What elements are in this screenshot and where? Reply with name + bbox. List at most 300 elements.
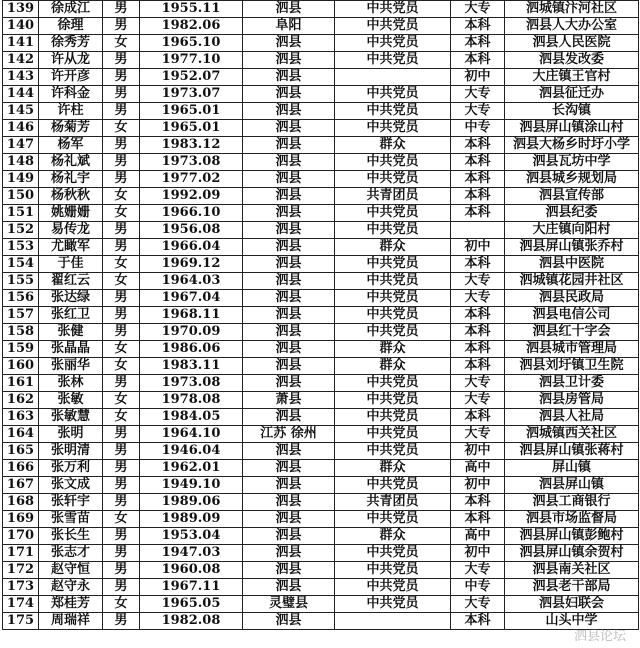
work-unit-cell: 屏山镇 xyxy=(505,460,639,477)
political-status-cell: 中共党员 xyxy=(335,171,451,188)
table-row xyxy=(3,273,639,290)
political-status-cell: 中共党员 xyxy=(335,256,451,273)
work-unit-cell: 大庄镇王官村 xyxy=(505,69,639,86)
birth-date-cell: 1962.01 xyxy=(140,460,243,477)
birth-date-cell: 1989.09 xyxy=(140,511,243,528)
member-name-cell: 张长生 xyxy=(39,528,103,545)
political-status-cell: 中共党员 xyxy=(335,154,451,171)
education-cell: 本科 xyxy=(451,137,505,154)
birthplace-cell: 泗县 xyxy=(243,545,335,562)
birth-date-cell: 1964.03 xyxy=(140,273,243,290)
political-status-cell: 群众 xyxy=(335,341,451,358)
gender-cell: 男 xyxy=(103,375,140,392)
gender-cell: 男 xyxy=(103,290,140,307)
row-number-cell: 152 xyxy=(3,222,39,239)
table-row xyxy=(3,256,639,273)
birthplace-cell: 泗县 xyxy=(243,409,335,426)
work-unit-cell: 大庄镇向阳村 xyxy=(505,222,639,239)
political-status-cell: 中共党员 xyxy=(335,205,451,222)
document-page xyxy=(2,0,638,648)
birth-date-cell: 1966.04 xyxy=(140,239,243,256)
work-unit-cell: 泗县屏山镇涂山村 xyxy=(505,120,639,137)
work-unit-cell: 泗县中医院 xyxy=(505,256,639,273)
political-status-cell: 中共党员 xyxy=(335,35,451,52)
gender-cell: 女 xyxy=(103,188,140,205)
member-name-cell: 杨礼斌 xyxy=(39,154,103,171)
gender-cell: 男 xyxy=(103,52,140,69)
table-row xyxy=(3,188,639,205)
birth-date-cell: 1982.06 xyxy=(140,18,243,35)
work-unit-cell: 泗县瓦坊中学 xyxy=(505,154,639,171)
political-status-cell: 中共党员 xyxy=(335,579,451,596)
political-status-cell: 中共党员 xyxy=(335,222,451,239)
education-cell: 本科 xyxy=(451,154,505,171)
row-number-cell: 153 xyxy=(3,239,39,256)
table-row xyxy=(3,290,639,307)
education-cell: 大专 xyxy=(451,290,505,307)
work-unit-cell: 泗县民政局 xyxy=(505,290,639,307)
row-number-cell: 169 xyxy=(3,511,39,528)
gender-cell: 女 xyxy=(103,358,140,375)
political-status-cell: 中共党员 xyxy=(335,273,451,290)
table-row xyxy=(3,35,639,52)
birth-date-cell: 1949.10 xyxy=(140,477,243,494)
work-unit-cell: 泗县老干部局 xyxy=(505,579,639,596)
work-unit-cell: 泗县红十字会 xyxy=(505,324,639,341)
gender-cell: 男 xyxy=(103,545,140,562)
education-cell: 本科 xyxy=(451,205,505,222)
education-cell: 本科 xyxy=(451,188,505,205)
table-row xyxy=(3,460,639,477)
birthplace-cell: 泗县 xyxy=(243,562,335,579)
row-number-cell: 141 xyxy=(3,35,39,52)
row-number-cell: 140 xyxy=(3,18,39,35)
table-row xyxy=(3,494,639,511)
member-name-cell: 张达绿 xyxy=(39,290,103,307)
birthplace-cell: 泗县 xyxy=(243,120,335,137)
education-cell xyxy=(451,222,505,239)
political-status-cell: 中共党员 xyxy=(335,545,451,562)
birth-date-cell: 1965.05 xyxy=(140,596,243,613)
birthplace-cell: 泗县 xyxy=(243,52,335,69)
education-cell: 本科 xyxy=(451,613,505,630)
row-number-cell: 149 xyxy=(3,171,39,188)
table-row xyxy=(3,511,639,528)
member-name-cell: 张文成 xyxy=(39,477,103,494)
table-row xyxy=(3,137,639,154)
political-status-cell: 群众 xyxy=(335,137,451,154)
political-status-cell: 中共党员 xyxy=(335,375,451,392)
gender-cell: 男 xyxy=(103,307,140,324)
gender-cell: 女 xyxy=(103,511,140,528)
work-unit-cell: 泗县屏山镇彭鲍村 xyxy=(505,528,639,545)
watermark-text: 泗县论坛 xyxy=(573,629,626,644)
table-row xyxy=(3,324,639,341)
education-cell: 高中 xyxy=(451,460,505,477)
gender-cell: 女 xyxy=(103,35,140,52)
gender-cell: 男 xyxy=(103,239,140,256)
gender-cell: 女 xyxy=(103,596,140,613)
work-unit-cell: 泗县人民医院 xyxy=(505,35,639,52)
member-name-cell: 张轩宇 xyxy=(39,494,103,511)
work-unit-cell: 泗县纪委 xyxy=(505,205,639,222)
birth-date-cell: 1965.01 xyxy=(140,120,243,137)
row-number-cell: 157 xyxy=(3,307,39,324)
member-name-cell: 张明 xyxy=(39,426,103,443)
member-name-cell: 张红卫 xyxy=(39,307,103,324)
table-row xyxy=(3,18,639,35)
work-unit-cell: 泗城镇汴河社区 xyxy=(505,1,639,18)
birthplace-cell: 泗县 xyxy=(243,494,335,511)
row-number-cell: 174 xyxy=(3,596,39,613)
birthplace-cell: 泗县 xyxy=(243,188,335,205)
education-cell: 大专 xyxy=(451,392,505,409)
political-status-cell: 中共党员 xyxy=(335,52,451,69)
birthplace-cell: 泗县 xyxy=(243,443,335,460)
political-status-cell: 中共党员 xyxy=(335,18,451,35)
birth-date-cell: 1966.10 xyxy=(140,205,243,222)
table-row xyxy=(3,171,639,188)
birth-date-cell: 1986.06 xyxy=(140,341,243,358)
political-status-cell: 中共党员 xyxy=(335,307,451,324)
political-status-cell: 中共党员 xyxy=(335,1,451,18)
birth-date-cell: 1973.08 xyxy=(140,154,243,171)
work-unit-cell: 泗县房管局 xyxy=(505,392,639,409)
member-name-cell: 尤瞰军 xyxy=(39,239,103,256)
birthplace-cell: 江苏 徐州 xyxy=(243,426,335,443)
gender-cell: 男 xyxy=(103,494,140,511)
birth-date-cell: 1984.05 xyxy=(140,409,243,426)
gender-cell: 女 xyxy=(103,409,140,426)
birth-date-cell: 1977.10 xyxy=(140,52,243,69)
member-name-cell: 易传龙 xyxy=(39,222,103,239)
table-row xyxy=(3,562,639,579)
work-unit-cell: 泗城镇花园井社区 xyxy=(505,273,639,290)
work-unit-cell: 泗县市场监督局 xyxy=(505,511,639,528)
table-row xyxy=(3,307,639,324)
education-cell: 本科 xyxy=(451,307,505,324)
table-row xyxy=(3,409,639,426)
gender-cell: 男 xyxy=(103,18,140,35)
work-unit-cell: 泗县大杨乡时圩小学 xyxy=(505,137,639,154)
work-unit-cell: 泗县城市管理局 xyxy=(505,341,639,358)
work-unit-cell: 山头中学 xyxy=(505,613,639,630)
education-cell: 本科 xyxy=(451,324,505,341)
education-cell: 本科 xyxy=(451,409,505,426)
table-row xyxy=(3,375,639,392)
member-name-cell: 张万利 xyxy=(39,460,103,477)
education-cell: 初中 xyxy=(451,545,505,562)
work-unit-cell: 泗县屏山镇张乔村 xyxy=(505,239,639,256)
member-name-cell: 许柱 xyxy=(39,103,103,120)
row-number-cell: 148 xyxy=(3,154,39,171)
table-row xyxy=(3,154,639,171)
table-row xyxy=(3,341,639,358)
education-cell: 大专 xyxy=(451,103,505,120)
row-number-cell: 170 xyxy=(3,528,39,545)
gender-cell: 女 xyxy=(103,205,140,222)
table-row xyxy=(3,545,639,562)
table-row xyxy=(3,613,639,630)
row-number-cell: 142 xyxy=(3,52,39,69)
political-status-cell: 中共党员 xyxy=(335,511,451,528)
table-row xyxy=(3,239,639,256)
gender-cell: 男 xyxy=(103,613,140,630)
member-name-cell: 周瑞祥 xyxy=(39,613,103,630)
political-status-cell: 中共党员 xyxy=(335,86,451,103)
gender-cell: 男 xyxy=(103,562,140,579)
table-row xyxy=(3,528,639,545)
work-unit-cell: 泗县妇联会 xyxy=(505,596,639,613)
row-number-cell: 175 xyxy=(3,613,39,630)
member-name-cell: 张雪苗 xyxy=(39,511,103,528)
birthplace-cell: 泗县 xyxy=(243,239,335,256)
gender-cell: 男 xyxy=(103,222,140,239)
work-unit-cell: 泗县屏山镇 xyxy=(505,477,639,494)
political-status-cell: 群众 xyxy=(335,460,451,477)
work-unit-cell: 泗县人大办公室 xyxy=(505,18,639,35)
table-row xyxy=(3,579,639,596)
table-row xyxy=(3,477,639,494)
birth-date-cell: 1960.08 xyxy=(140,562,243,579)
birth-date-cell: 1977.02 xyxy=(140,171,243,188)
birth-date-cell: 1965.01 xyxy=(140,103,243,120)
birth-date-cell: 1952.07 xyxy=(140,69,243,86)
education-cell: 大专 xyxy=(451,596,505,613)
education-cell: 大专 xyxy=(451,375,505,392)
birth-date-cell: 1983.12 xyxy=(140,137,243,154)
education-cell: 中专 xyxy=(451,120,505,137)
birthplace-cell: 泗县 xyxy=(243,171,335,188)
birth-date-cell: 1968.11 xyxy=(140,307,243,324)
political-status-cell: 中共党员 xyxy=(335,103,451,120)
political-status-cell xyxy=(335,69,451,86)
education-cell: 大专 xyxy=(451,562,505,579)
political-status-cell xyxy=(335,613,451,630)
gender-cell: 女 xyxy=(103,341,140,358)
member-name-cell: 许从龙 xyxy=(39,52,103,69)
member-name-cell: 许科金 xyxy=(39,86,103,103)
member-name-cell: 姚姗姗 xyxy=(39,205,103,222)
row-number-cell: 160 xyxy=(3,358,39,375)
political-status-cell: 共青团员 xyxy=(335,188,451,205)
political-status-cell: 中共党员 xyxy=(335,596,451,613)
row-number-cell: 144 xyxy=(3,86,39,103)
birthplace-cell: 泗县 xyxy=(243,205,335,222)
table-row xyxy=(3,426,639,443)
education-cell: 初中 xyxy=(451,239,505,256)
work-unit-cell: 泗县卫计委 xyxy=(505,375,639,392)
table-row xyxy=(3,86,639,103)
row-number-cell: 155 xyxy=(3,273,39,290)
education-cell: 初中 xyxy=(451,69,505,86)
birth-date-cell: 1989.06 xyxy=(140,494,243,511)
birthplace-cell: 泗县 xyxy=(243,222,335,239)
birthplace-cell: 泗县 xyxy=(243,69,335,86)
birthplace-cell: 泗县 xyxy=(243,613,335,630)
row-number-cell: 147 xyxy=(3,137,39,154)
work-unit-cell: 泗县刘圩镇卫生院 xyxy=(505,358,639,375)
birthplace-cell: 泗县 xyxy=(243,511,335,528)
member-name-cell: 郑桂芳 xyxy=(39,596,103,613)
education-cell: 本科 xyxy=(451,494,505,511)
table-row xyxy=(3,205,639,222)
row-number-cell: 162 xyxy=(3,392,39,409)
work-unit-cell: 泗县征迁办 xyxy=(505,86,639,103)
political-status-cell: 群众 xyxy=(335,239,451,256)
education-cell: 大专 xyxy=(451,273,505,290)
gender-cell: 男 xyxy=(103,324,140,341)
birthplace-cell: 泗县 xyxy=(243,341,335,358)
member-name-cell: 赵守恒 xyxy=(39,562,103,579)
gender-cell: 男 xyxy=(103,426,140,443)
birthplace-cell: 泗县 xyxy=(243,528,335,545)
member-name-cell: 张健 xyxy=(39,324,103,341)
row-number-cell: 150 xyxy=(3,188,39,205)
table-row xyxy=(3,596,639,613)
birthplace-cell: 泗县 xyxy=(243,375,335,392)
birthplace-cell: 泗县 xyxy=(243,477,335,494)
gender-cell: 男 xyxy=(103,477,140,494)
table-row xyxy=(3,358,639,375)
gender-cell: 男 xyxy=(103,579,140,596)
education-cell: 本科 xyxy=(451,511,505,528)
table-row xyxy=(3,69,639,86)
education-cell: 初中 xyxy=(451,443,505,460)
birth-date-cell: 1982.08 xyxy=(140,613,243,630)
gender-cell: 女 xyxy=(103,120,140,137)
birth-date-cell: 1947.03 xyxy=(140,545,243,562)
birthplace-cell: 阜阳 xyxy=(243,18,335,35)
education-cell: 本科 xyxy=(451,358,505,375)
birth-date-cell: 1973.08 xyxy=(140,375,243,392)
birthplace-cell: 泗县 xyxy=(243,579,335,596)
work-unit-cell: 泗县人社局 xyxy=(505,409,639,426)
gender-cell: 男 xyxy=(103,154,140,171)
row-number-cell: 145 xyxy=(3,103,39,120)
political-status-cell: 中共党员 xyxy=(335,324,451,341)
birth-date-cell: 1953.04 xyxy=(140,528,243,545)
member-name-cell: 张敏 xyxy=(39,392,103,409)
member-name-cell: 翟红云 xyxy=(39,273,103,290)
birth-date-cell: 1983.11 xyxy=(140,358,243,375)
row-number-cell: 171 xyxy=(3,545,39,562)
birthplace-cell: 泗县 xyxy=(243,290,335,307)
member-name-cell: 杨秋秋 xyxy=(39,188,103,205)
birth-date-cell: 1946.04 xyxy=(140,443,243,460)
row-number-cell: 164 xyxy=(3,426,39,443)
row-number-cell: 156 xyxy=(3,290,39,307)
row-number-cell: 167 xyxy=(3,477,39,494)
table-row xyxy=(3,52,639,69)
gender-cell: 男 xyxy=(103,460,140,477)
member-name-cell: 杨菊芳 xyxy=(39,120,103,137)
birthplace-cell: 泗县 xyxy=(243,256,335,273)
member-name-cell: 张林 xyxy=(39,375,103,392)
birth-date-cell: 1969.12 xyxy=(140,256,243,273)
gender-cell: 男 xyxy=(103,103,140,120)
row-number-cell: 166 xyxy=(3,460,39,477)
education-cell: 中专 xyxy=(451,579,505,596)
row-number-cell: 173 xyxy=(3,579,39,596)
birthplace-cell: 泗县 xyxy=(243,358,335,375)
birth-date-cell: 1964.10 xyxy=(140,426,243,443)
education-cell: 本科 xyxy=(451,18,505,35)
gender-cell: 男 xyxy=(103,528,140,545)
birth-date-cell: 1992.09 xyxy=(140,188,243,205)
gender-cell: 男 xyxy=(103,171,140,188)
education-cell: 本科 xyxy=(451,52,505,69)
birth-date-cell: 1967.11 xyxy=(140,579,243,596)
table-row xyxy=(3,392,639,409)
birthplace-cell: 灵璧县 xyxy=(243,596,335,613)
row-number-cell: 158 xyxy=(3,324,39,341)
education-cell: 本科 xyxy=(451,35,505,52)
member-name-cell: 张志才 xyxy=(39,545,103,562)
birth-date-cell: 1967.04 xyxy=(140,290,243,307)
birthplace-cell: 萧县 xyxy=(243,392,335,409)
gender-cell: 女 xyxy=(103,392,140,409)
work-unit-cell: 泗县屏山镇余贺村 xyxy=(505,545,639,562)
work-unit-cell: 泗县城乡规划局 xyxy=(505,171,639,188)
member-name-cell: 赵守永 xyxy=(39,579,103,596)
birthplace-cell: 泗县 xyxy=(243,35,335,52)
row-number-cell: 163 xyxy=(3,409,39,426)
education-cell: 本科 xyxy=(451,341,505,358)
member-name-cell: 张晶晶 xyxy=(39,341,103,358)
political-status-cell: 中共党员 xyxy=(335,392,451,409)
education-cell: 本科 xyxy=(451,171,505,188)
birth-date-cell: 1970.09 xyxy=(140,324,243,341)
political-status-cell: 中共党员 xyxy=(335,120,451,137)
work-unit-cell: 泗县宣传部 xyxy=(505,188,639,205)
birth-date-cell: 1973.07 xyxy=(140,86,243,103)
member-name-cell: 杨礼宇 xyxy=(39,171,103,188)
political-status-cell: 中共党员 xyxy=(335,477,451,494)
gender-cell: 女 xyxy=(103,273,140,290)
member-name-cell: 徐成江 xyxy=(39,1,103,18)
row-number-cell: 139 xyxy=(3,1,39,18)
political-status-cell: 中共党员 xyxy=(335,562,451,579)
political-status-cell: 中共党员 xyxy=(335,409,451,426)
birth-date-cell: 1956.08 xyxy=(140,222,243,239)
work-unit-cell: 泗县电信公司 xyxy=(505,307,639,324)
gender-cell: 女 xyxy=(103,256,140,273)
member-name-cell: 徐理 xyxy=(39,18,103,35)
table-row xyxy=(3,1,639,18)
member-name-cell: 张明清 xyxy=(39,443,103,460)
birthplace-cell: 泗县 xyxy=(243,154,335,171)
political-status-cell: 中共党员 xyxy=(335,443,451,460)
education-cell: 高中 xyxy=(451,528,505,545)
work-unit-cell: 泗县工商银行 xyxy=(505,494,639,511)
member-name-cell: 张丽华 xyxy=(39,358,103,375)
member-name-cell: 杨军 xyxy=(39,137,103,154)
work-unit-cell: 泗县发改委 xyxy=(505,52,639,69)
row-number-cell: 151 xyxy=(3,205,39,222)
member-name-cell: 许开彦 xyxy=(39,69,103,86)
row-number-cell: 146 xyxy=(3,120,39,137)
birthplace-cell: 泗县 xyxy=(243,137,335,154)
education-cell: 本科 xyxy=(451,256,505,273)
work-unit-cell: 泗县南关社区 xyxy=(505,562,639,579)
table-row xyxy=(3,222,639,239)
gender-cell: 男 xyxy=(103,1,140,18)
gender-cell: 男 xyxy=(103,69,140,86)
member-name-cell: 徐秀芳 xyxy=(39,35,103,52)
birthplace-cell: 泗县 xyxy=(243,324,335,341)
birthplace-cell: 泗县 xyxy=(243,307,335,324)
